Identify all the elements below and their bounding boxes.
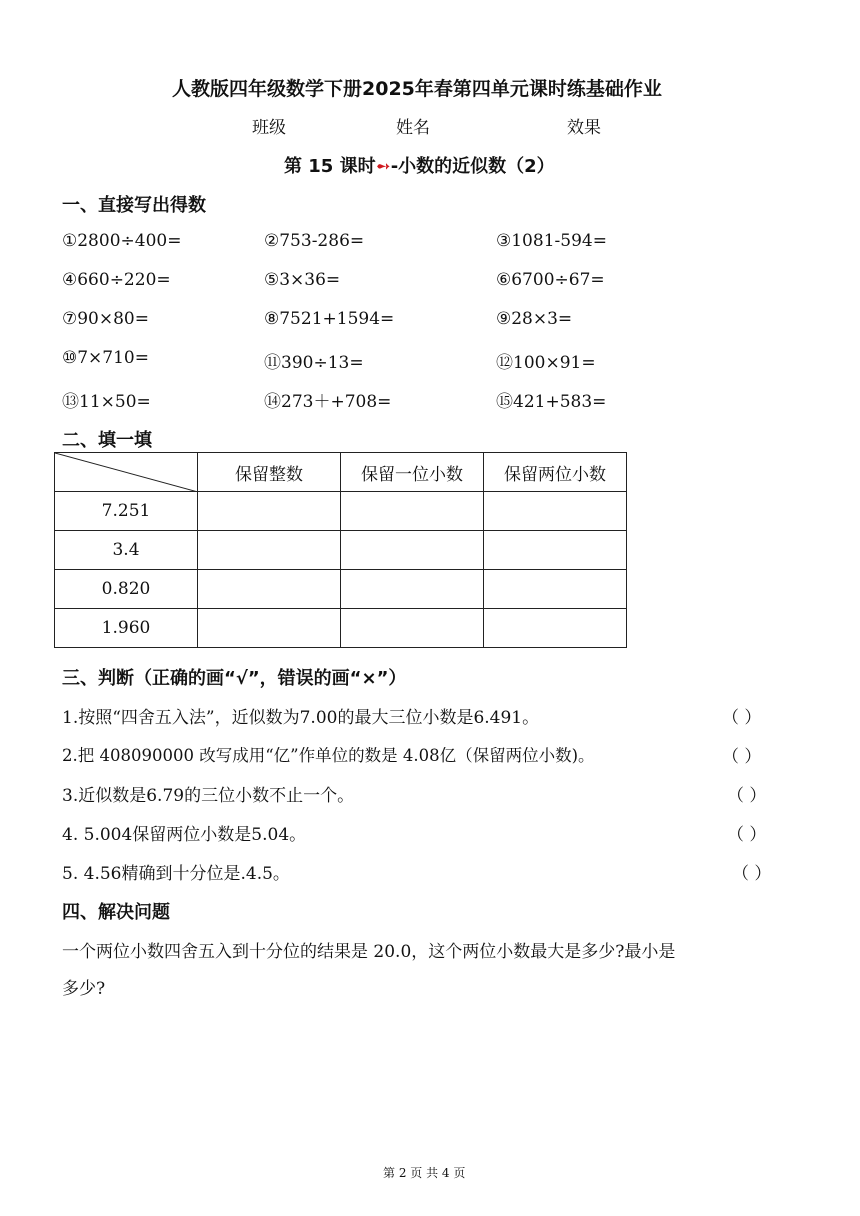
answer-cell[interactable] [341, 609, 484, 648]
page-title: 人教版四年级数学下册2025年春第四单元课时练基础作业 [172, 78, 662, 100]
calc-item: ③1081-594= [496, 231, 607, 251]
section3-heading: 三、判断（正确的画“√”，错误的画“×”） [62, 668, 407, 689]
diagonal-header-cell [55, 453, 198, 492]
answer-cell[interactable] [341, 570, 484, 609]
row-number: 1.960 [55, 609, 198, 648]
row-number: 3.4 [55, 531, 198, 570]
row-number: 0.820 [55, 570, 198, 609]
table-row [55, 492, 627, 531]
lesson-title [284, 152, 555, 178]
answer-cell[interactable] [341, 531, 484, 570]
lesson-prefix: 第 15 课时 [284, 156, 376, 177]
section1-heading: 一、直接写出得数 [62, 195, 206, 216]
diagonal-line [55, 453, 198, 492]
problem-text-line2: 多少? [62, 979, 106, 999]
page-number: 第 2 页 共 4 页 [383, 1166, 466, 1180]
problem-text-line1: 一个两位小数四舍五入到十分位的结果是 20.0，这个两位小数最大是多少?最小是 [62, 942, 676, 962]
answer-bracket[interactable]: （ ） [727, 825, 767, 845]
answer-bracket[interactable]: （ ） [732, 864, 772, 884]
calc-item: ⑦90×80= [62, 309, 149, 329]
judge-item: 4. 5.004保留两位小数是5.04。 [62, 825, 307, 845]
answer-bracket[interactable]: （ ） [727, 786, 767, 806]
calc-item: ⑥6700÷67= [496, 270, 605, 290]
judge-item: 5. 4.56精确到十分位是.4.5。 [62, 864, 290, 884]
column-header: 保留一位小数 [341, 453, 484, 492]
row-number: 7.251 [55, 492, 198, 531]
calc-item: ⑪390÷13= [264, 353, 364, 373]
answer-cell[interactable] [484, 531, 627, 570]
calc-item: ⑤3×36= [264, 270, 341, 290]
calc-item: ⑫100×91= [496, 353, 596, 373]
rounding-table [54, 452, 627, 648]
name-label: 姓名 [396, 118, 430, 138]
section2-heading: 二、填一填 [62, 430, 152, 451]
answer-cell[interactable] [198, 492, 341, 531]
calc-item: ①2800÷400= [62, 231, 182, 251]
judge-item: 1.按照“四舍五入法”，近似数为7.00的最大三位小数是6.491。 [62, 708, 540, 728]
answer-cell[interactable] [198, 531, 341, 570]
table-header-row [55, 453, 627, 492]
calc-item: ④660÷220= [62, 270, 171, 290]
answer-cell[interactable] [198, 570, 341, 609]
table-row [55, 531, 627, 570]
calc-item: ⑮421+583= [496, 392, 607, 412]
judge-item: 3.近似数是6.79的三位小数不止一个。 [62, 786, 355, 806]
column-header: 保留整数 [198, 453, 341, 492]
table-row [55, 570, 627, 609]
answer-bracket[interactable]: （ ） [722, 708, 762, 728]
answer-cell[interactable] [484, 570, 627, 609]
calc-item: ⑧7521+1594= [264, 309, 395, 329]
section4-heading: 四、解决问题 [62, 902, 170, 923]
column-header: 保留两位小数 [484, 453, 627, 492]
calc-item: ⑩7×710= [62, 348, 149, 368]
lesson-suffix: -小数的近似数（2） [390, 156, 555, 177]
answer-cell[interactable] [198, 609, 341, 648]
table-row [55, 609, 627, 648]
arrow-icon: ➻ [375, 156, 391, 177]
class-label: 班级 [252, 118, 286, 138]
calc-item: ⑭273＋+708= [264, 392, 392, 412]
answer-cell[interactable] [484, 492, 627, 531]
calc-item: ②753-286= [264, 231, 365, 251]
answer-bracket[interactable]: （ ） [722, 747, 762, 767]
effect-label: 效果 [567, 118, 601, 138]
calc-item: ⑨28×3= [496, 309, 573, 329]
answer-cell[interactable] [484, 609, 627, 648]
calc-item: ⑬11×50= [62, 392, 151, 412]
judge-item: 2.把 408090000 改写成用“亿”作单位的数是 4.08亿（保留两位小数)。 [62, 746, 595, 765]
answer-cell[interactable] [341, 492, 484, 531]
